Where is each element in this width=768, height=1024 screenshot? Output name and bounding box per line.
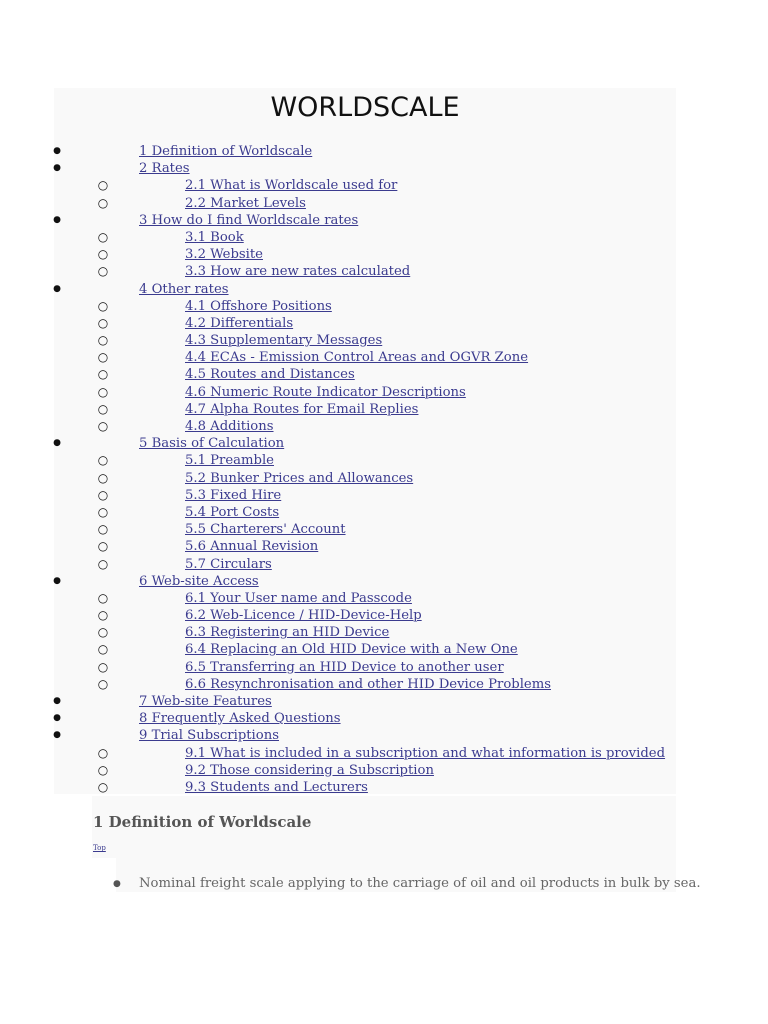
hollow-bullet-icon: ○ bbox=[97, 539, 109, 554]
toc-link[interactable]: 4.7 Alpha Routes for Email Replies bbox=[185, 401, 419, 417]
toc-item bbox=[0, 521, 768, 538]
hollow-bullet-icon: ○ bbox=[97, 333, 109, 348]
hollow-bullet-icon: ○ bbox=[97, 590, 109, 605]
toc-item bbox=[0, 745, 768, 762]
hollow-bullet-icon: ○ bbox=[97, 470, 109, 485]
toc-item bbox=[0, 281, 768, 298]
hollow-bullet-icon: ○ bbox=[97, 178, 109, 193]
section-heading-definition: 1 Definition of Worldscale bbox=[93, 813, 312, 831]
toc-link[interactable]: 9 Trial Subscriptions bbox=[139, 728, 279, 744]
hollow-bullet-icon: ○ bbox=[97, 367, 109, 382]
toc-item bbox=[0, 229, 768, 246]
hollow-bullet-icon: ○ bbox=[97, 779, 109, 794]
toc-link[interactable]: 4.3 Supplementary Messages bbox=[185, 333, 383, 349]
toc-item bbox=[0, 435, 768, 452]
toc-item bbox=[0, 676, 768, 693]
toc-link[interactable]: 2 Rates bbox=[139, 161, 190, 177]
toc-item bbox=[0, 143, 768, 160]
hollow-bullet-icon: ○ bbox=[97, 745, 109, 760]
toc-item bbox=[0, 384, 768, 401]
toc-link[interactable]: 5.1 Preamble bbox=[185, 453, 274, 469]
hollow-bullet-icon: ○ bbox=[97, 676, 109, 691]
hollow-bullet-icon: ○ bbox=[97, 298, 109, 313]
table-of-contents bbox=[0, 143, 768, 796]
toc-item bbox=[0, 590, 768, 607]
toc-item bbox=[0, 452, 768, 469]
hollow-bullet-icon: ○ bbox=[97, 247, 109, 262]
toc-item bbox=[0, 727, 768, 744]
hollow-bullet-icon: ○ bbox=[97, 350, 109, 365]
toc-item bbox=[0, 693, 768, 710]
toc-link[interactable]: 5.6 Annual Revision bbox=[185, 539, 319, 555]
toc-item bbox=[0, 366, 768, 383]
toc-item bbox=[0, 349, 768, 366]
hollow-bullet-icon: ○ bbox=[97, 315, 109, 330]
toc-link[interactable]: 4 Other rates bbox=[139, 281, 229, 297]
toc-link[interactable]: 6.1 Your User name and Passcode bbox=[185, 590, 412, 606]
toc-item bbox=[0, 212, 768, 229]
toc-link[interactable]: 5.2 Bunker Prices and Allowances bbox=[185, 470, 414, 486]
toc-link[interactable]: 3.1 Book bbox=[185, 229, 244, 245]
hollow-bullet-icon: ○ bbox=[97, 659, 109, 674]
page-title: WORLDSCALE bbox=[270, 92, 460, 123]
toc-link[interactable]: 4.1 Offshore Positions bbox=[185, 298, 332, 314]
toc-link[interactable]: 3 How do I find Worldscale rates bbox=[139, 212, 359, 228]
toc-item bbox=[0, 556, 768, 573]
toc-item bbox=[0, 573, 768, 590]
toc-item bbox=[0, 607, 768, 624]
filled-bullet-icon: ● bbox=[53, 438, 61, 449]
toc-link[interactable]: 9.1 What is included in a subscription and what information is provided bbox=[185, 745, 666, 761]
toc-item bbox=[0, 418, 768, 435]
toc-link[interactable]: 3.3 How are new rates calculated bbox=[185, 264, 411, 280]
toc-item bbox=[0, 779, 768, 796]
filled-bullet-icon: ● bbox=[53, 730, 61, 741]
toc-link[interactable]: 6.3 Registering an HID Device bbox=[185, 625, 390, 641]
toc-item bbox=[0, 298, 768, 315]
bullet-icon: ● bbox=[113, 879, 121, 889]
toc-link[interactable]: 4.8 Additions bbox=[185, 419, 274, 434]
toc-link[interactable]: 9.3 Students and Lecturers bbox=[185, 779, 368, 795]
hollow-bullet-icon: ○ bbox=[97, 504, 109, 519]
hollow-bullet-icon: ○ bbox=[97, 401, 109, 416]
toc-item bbox=[0, 762, 768, 779]
toc-item bbox=[0, 246, 768, 263]
toc-link[interactable]: 6.2 Web-Licence / HID-Device-Help bbox=[185, 608, 422, 624]
hollow-bullet-icon: ○ bbox=[97, 453, 109, 468]
toc-item bbox=[0, 487, 768, 504]
toc-item bbox=[0, 160, 768, 177]
toc-item bbox=[0, 538, 768, 555]
filled-bullet-icon: ● bbox=[53, 163, 61, 174]
toc-link[interactable]: 2.1 What is Worldscale used for bbox=[185, 178, 398, 194]
toc-item bbox=[0, 624, 768, 641]
hollow-bullet-icon: ○ bbox=[97, 419, 109, 433]
toc-item bbox=[0, 659, 768, 676]
toc-link[interactable]: 4.2 Differentials bbox=[185, 315, 294, 331]
hollow-bullet-icon: ○ bbox=[97, 556, 109, 571]
toc-item bbox=[0, 332, 768, 349]
filled-bullet-icon: ● bbox=[53, 575, 61, 586]
toc-item bbox=[0, 504, 768, 521]
hollow-bullet-icon: ○ bbox=[97, 625, 109, 640]
hollow-bullet-icon: ○ bbox=[97, 487, 109, 502]
toc-item bbox=[0, 641, 768, 658]
toc-link[interactable]: 6.6 Resynchronisation and other HID Device Problems bbox=[185, 676, 551, 692]
filled-bullet-icon: ● bbox=[53, 713, 61, 724]
toc-link[interactable]: 5.7 Circulars bbox=[185, 556, 272, 572]
hollow-bullet-icon: ○ bbox=[97, 264, 109, 279]
definition-text: Nominal freight scale applying to the carriage of oil and oil products in bulk by sea. bbox=[139, 876, 701, 891]
filled-bullet-icon: ● bbox=[53, 146, 61, 156]
toc-link[interactable]: 5.4 Port Costs bbox=[185, 504, 280, 520]
toc-link[interactable]: 1 Definition of Worldscale bbox=[139, 144, 313, 159]
hollow-bullet-icon: ○ bbox=[97, 762, 109, 777]
hollow-bullet-icon: ○ bbox=[97, 608, 109, 623]
toc-link[interactable]: 3.2 Website bbox=[185, 247, 263, 263]
toc-link[interactable]: 5.5 Charterers' Account bbox=[185, 522, 346, 538]
toc-item bbox=[0, 263, 768, 280]
toc-link[interactable]: 6 Web-site Access bbox=[139, 573, 259, 589]
hollow-bullet-icon: ○ bbox=[97, 384, 109, 399]
toc-link[interactable]: 4.4 ECAs - Emission Control Areas and OGVR Zone bbox=[185, 350, 529, 366]
toc-item bbox=[0, 470, 768, 487]
hollow-bullet-icon: ○ bbox=[97, 195, 109, 210]
toc-link[interactable]: 8 Frequently Asked Questions bbox=[139, 711, 341, 727]
toc-item bbox=[0, 315, 768, 332]
hollow-bullet-icon: ○ bbox=[97, 522, 109, 537]
toc-item bbox=[0, 710, 768, 727]
hollow-bullet-icon: ○ bbox=[97, 229, 109, 244]
toc-link[interactable]: 6.5 Transferring an HID Device to another user bbox=[185, 659, 504, 675]
toc-link[interactable]: 4.6 Numeric Route Indicator Descriptions bbox=[185, 384, 466, 400]
filled-bullet-icon: ● bbox=[53, 214, 61, 225]
hollow-bullet-icon: ○ bbox=[97, 642, 109, 657]
back-to-top-link[interactable]: Top bbox=[93, 844, 106, 852]
toc-item bbox=[0, 401, 768, 418]
toc-item bbox=[0, 195, 768, 212]
toc-link[interactable]: 4.5 Routes and Distances bbox=[185, 367, 355, 383]
toc-item bbox=[0, 177, 768, 194]
toc-link[interactable]: 9.2 Those considering a Subscription bbox=[185, 762, 434, 778]
toc-link[interactable]: 2.2 Market Levels bbox=[185, 195, 306, 211]
filled-bullet-icon: ● bbox=[53, 283, 61, 294]
toc-link[interactable]: 7 Web-site Features bbox=[139, 694, 272, 709]
filled-bullet-icon: ● bbox=[53, 696, 61, 706]
toc-link[interactable]: 5 Basis of Calculation bbox=[139, 436, 285, 452]
toc-link[interactable]: 5.3 Fixed Hire bbox=[185, 487, 282, 503]
toc-link[interactable]: 6.4 Replacing an Old HID Device with a New One bbox=[185, 642, 518, 658]
